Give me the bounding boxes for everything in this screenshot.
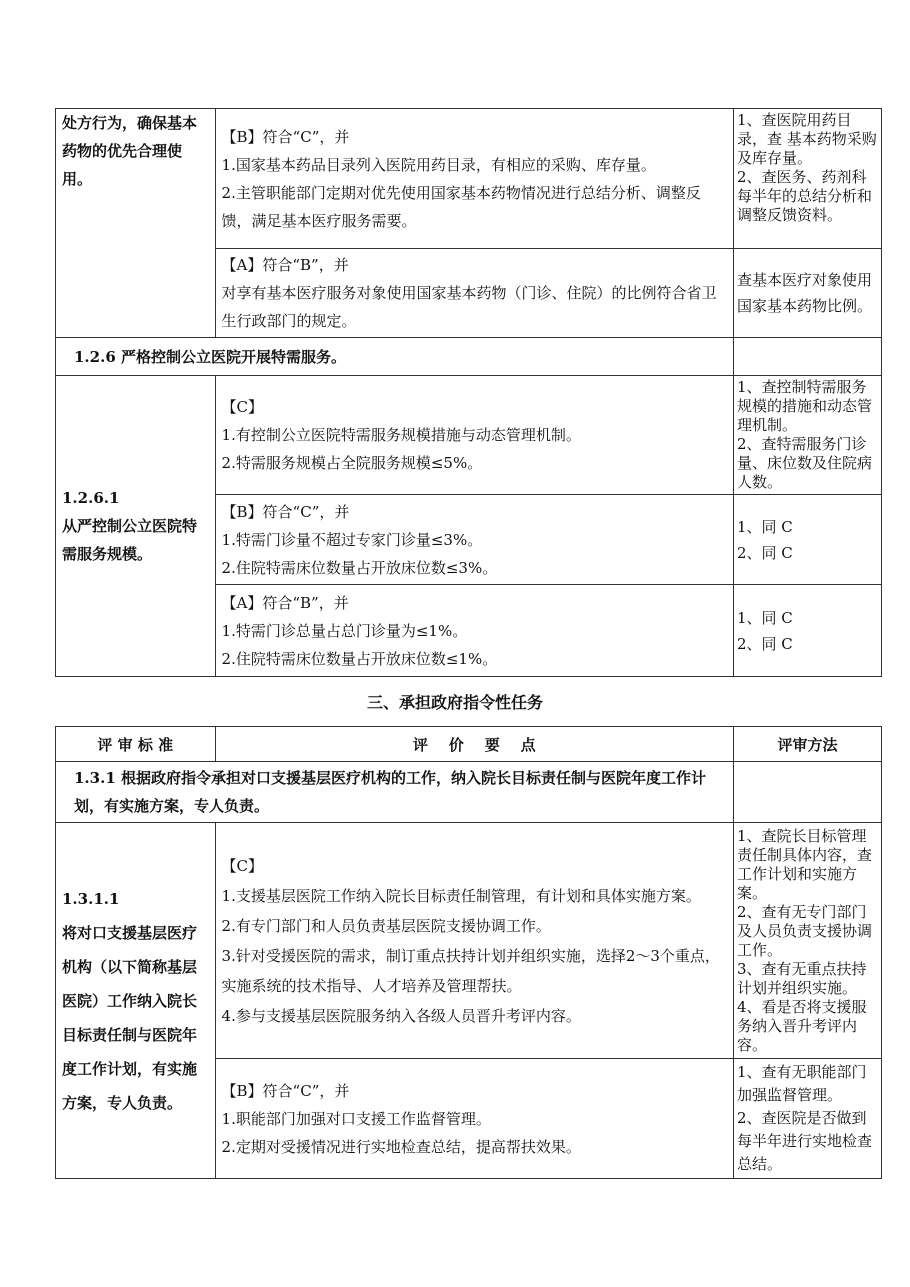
empty-cell xyxy=(734,338,882,376)
level-c-cell xyxy=(215,823,733,1059)
method-line-4: 4、看是否将支援服务纳入晋升考评内容。 xyxy=(737,997,867,1054)
section-text: 1.3.1 根据政府指令承担对口支援基层医疗机构的工作，纳入院长目标责任制与医院年度工作计划，有实施方案，专人负责。 xyxy=(74,769,706,815)
method-line-1: 1、同 C xyxy=(737,517,793,536)
level-c-point-2: 2.特需服务规模占全院服务规模≤5%。 xyxy=(221,454,483,472)
level-c-point-1: 1.支援基层医院工作纳入院长目标责任制管理，有计划和具体实施方案。 xyxy=(221,886,701,905)
level-b-heading: 【B】符合“C”，并 xyxy=(221,127,350,146)
empty-cell xyxy=(734,762,882,823)
level-a-point-1: 1.特需门诊总量占总门诊量为≤1%。 xyxy=(221,621,468,640)
method-line-2: 2、查医务、药剂科每半年的总结分析和调整反馈资料。 xyxy=(737,168,873,224)
criterion-text: 将对口支援基层医疗机构（以下简称基层医院）工作纳入院长目标责任制与医院年度工作计划，有实施方案，专人负责。 xyxy=(62,923,198,1112)
method-cell xyxy=(734,585,882,677)
criterion-cell xyxy=(56,823,216,1179)
level-b-point-2: 2.主管职能部门定期对优先使用国家基本药物情况进行总结分析、调整反馈，满足基本医疗服务需要。 xyxy=(221,183,701,230)
method-line-2: 2、同 C xyxy=(737,634,793,653)
header-text: 评审方法 xyxy=(777,735,838,754)
column-header-standard xyxy=(56,727,216,762)
level-a-point: 对享有基本医疗服务对象使用国家基本药物（门诊、住院）的比例符合省卫生行政部门的规定。 xyxy=(221,284,717,330)
level-c-point-4: 4.参与支援基层医院服务纳入各级人员晋升考评内容。 xyxy=(221,1006,581,1025)
level-b-cell xyxy=(215,1059,733,1179)
column-header-method xyxy=(734,727,882,762)
level-b-point-2: 2.住院特需床位数量占开放床位数≤3%。 xyxy=(221,558,498,577)
section-title: 三、承担政府指令性任务 xyxy=(366,693,543,712)
method-line-1: 1、查有无职能部门加强监督管理。 xyxy=(737,1063,867,1104)
header-text: 评 审 标 准 xyxy=(97,735,174,754)
method-cell xyxy=(734,109,882,249)
method-cell xyxy=(734,1059,882,1179)
level-a-heading: 【A】符合“B”，并 xyxy=(221,256,349,274)
method-cell xyxy=(734,376,882,495)
level-b-heading: 【B】符合“C”，并 xyxy=(221,1081,350,1100)
level-c-point-3: 3.针对受援医院的需求，制订重点扶持计划并组织实施，选择2～3个重点，实施系统的技术指导、人才培养及管理帮扶。 xyxy=(221,946,720,995)
column-header-points xyxy=(215,727,733,762)
standards-table-2 xyxy=(55,726,882,1179)
method-cell xyxy=(734,823,882,1059)
method-text: 查基本医疗对象使用国家基本药物比例。 xyxy=(737,271,873,315)
header-text: 评 价 要 点 xyxy=(412,735,536,754)
section-text: 1.2.6 严格控制公立医院开展特需服务。 xyxy=(74,347,346,366)
method-line-2: 2、同 C xyxy=(737,543,793,562)
level-c-point-2: 2.有专门部门和人员负责基层医院支援协调工作。 xyxy=(221,916,551,935)
standards-table-1 xyxy=(55,108,882,677)
method-line-1: 1、查医院用药目录，查 基本药物采购及库存量。 xyxy=(737,111,877,167)
level-b-point-2: 2.定期对受援情况进行实地检查总结，提高帮扶效果。 xyxy=(221,1137,581,1156)
method-cell xyxy=(734,249,882,338)
criterion-text: 处方行为，确保基本药物的优先合理使用。 xyxy=(62,114,198,188)
level-b-cell xyxy=(215,495,733,585)
level-b-cell xyxy=(215,109,733,249)
method-line-1: 1、查控制特需服务规模的措施和动态管理机制。 xyxy=(737,378,873,434)
level-b-point-1: 1.职能部门加强对口支援工作监督管理。 xyxy=(221,1109,491,1128)
level-a-point-2: 2.住院特需床位数量占开放床位数≤1%。 xyxy=(221,649,498,668)
level-b-point-1: 1.特需门诊量不超过专家门诊量≤3%。 xyxy=(221,530,483,549)
method-cell xyxy=(734,495,882,585)
method-line-1: 1、同 C xyxy=(737,608,793,627)
criterion-text: 从严控制公立医院特需服务规模。 xyxy=(62,517,198,563)
method-line-2: 2、查有无专门部门及人员负责支援协调工作。 xyxy=(737,902,873,959)
method-line-1: 1、查院长目标管理责任制具体内容，查工作计划和实施方案。 xyxy=(737,826,873,902)
level-c-heading: 【C】 xyxy=(221,398,264,416)
section-heading-1-3-1 xyxy=(56,762,734,823)
section-heading-1-2-6 xyxy=(56,338,734,376)
criterion-code: 1.3.1.1 xyxy=(62,889,120,908)
method-line-2: 2、查特需服务门诊量、床位数及住院病人数。 xyxy=(737,435,873,491)
criterion-code: 1.2.6.1 xyxy=(62,489,120,507)
level-b-heading: 【B】符合“C”，并 xyxy=(221,502,350,521)
level-b-point-1: 1.国家基本药品目录列入医院用药目录，有相应的采购、库存量。 xyxy=(221,155,656,174)
level-c-heading: 【C】 xyxy=(221,856,264,875)
criterion-cell xyxy=(56,376,216,677)
level-a-cell xyxy=(215,249,733,338)
level-c-cell xyxy=(215,376,733,495)
level-a-heading: 【A】符合“B”，并 xyxy=(221,593,349,612)
method-line-2: 2、查医院是否做到每半年进行实地检查总结。 xyxy=(737,1109,873,1173)
level-c-point-1: 1.有控制公立医院特需服务规模措施与动态管理机制。 xyxy=(221,426,581,444)
method-line-3: 3、查有无重点扶持计划并组织实施。 xyxy=(737,959,867,997)
criterion-cell xyxy=(56,109,216,338)
level-a-cell xyxy=(215,585,733,677)
